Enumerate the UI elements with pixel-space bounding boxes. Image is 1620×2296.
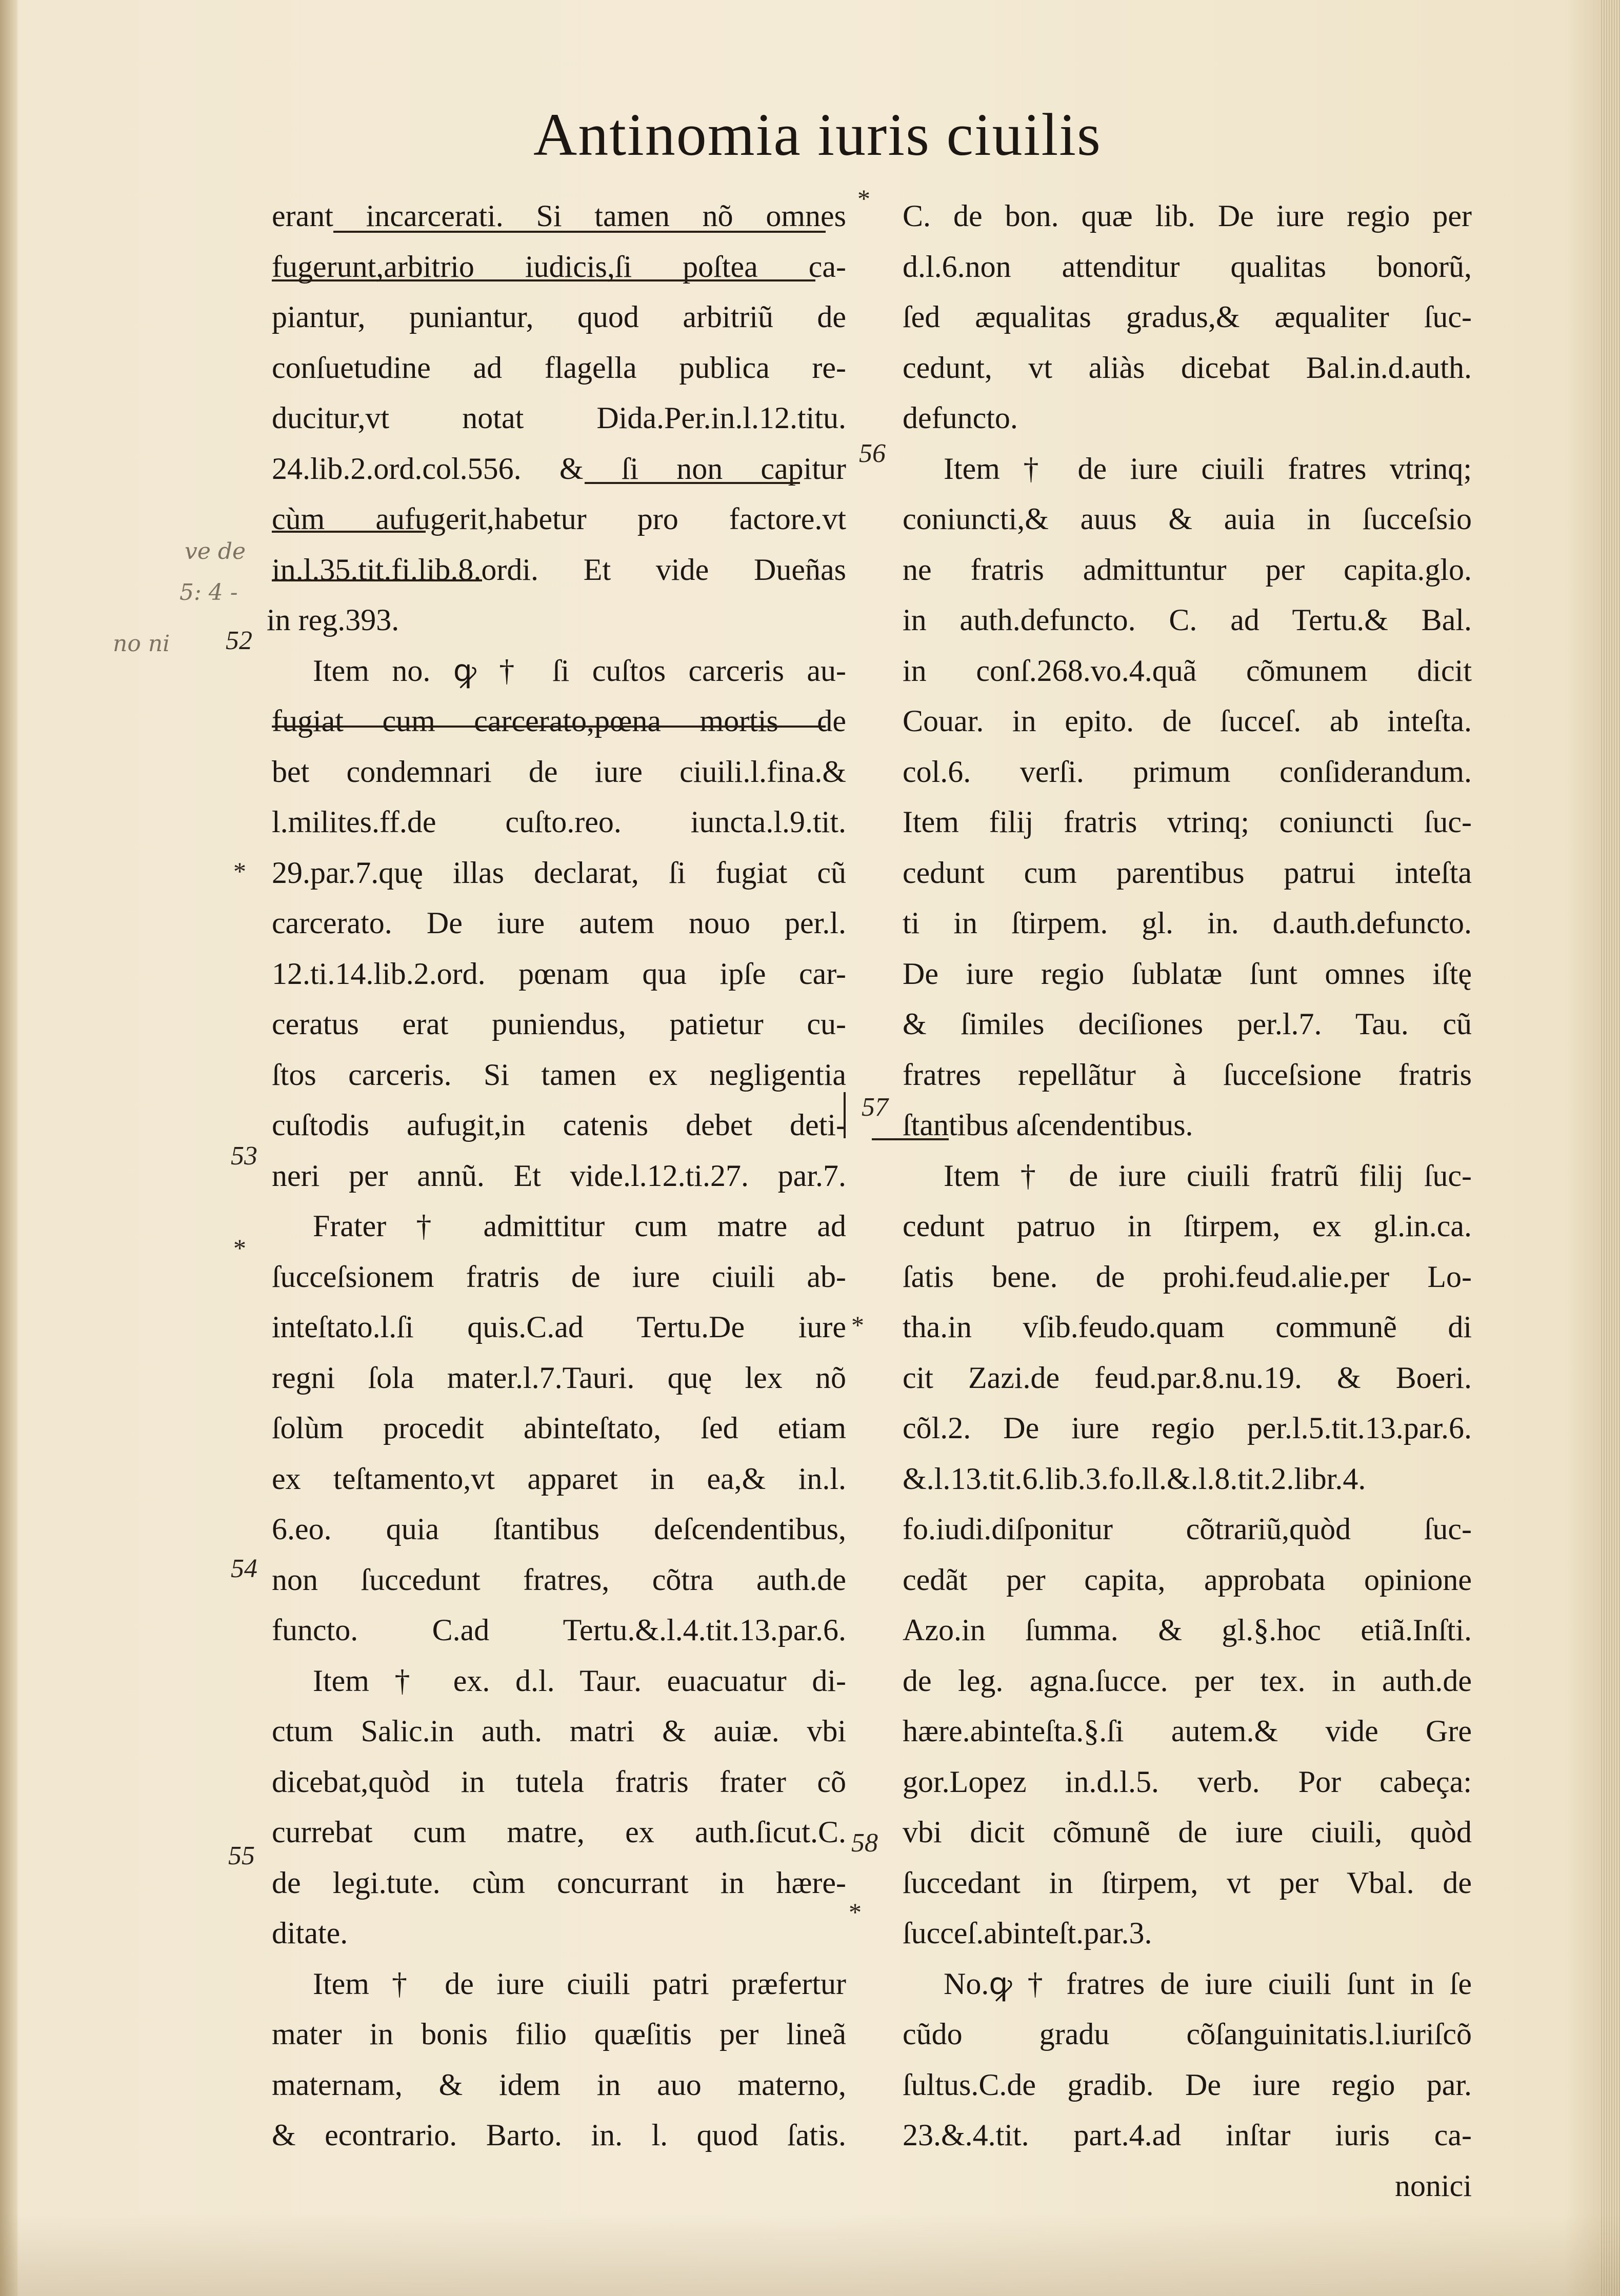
text-line: ducitur,vt notat Dida.Per.in.l.12.titu. (272, 401, 846, 435)
text-line: No.ꝙ † fratres de iure ciuili ſunt in ſe (944, 1966, 1472, 2001)
text-line: cedunt, vt aliàs dicebat Bal.in.d.auth. (903, 350, 1472, 385)
text-line: d.l.6.non attenditur qualitas bonorũ, (903, 249, 1472, 284)
text-line: regni ſola mater.l.7.Tauri. quę lex nõ (272, 1360, 846, 1395)
text-line: C. de bon. quæ lib. De iure regio per (903, 199, 1472, 233)
text-line: in reg.393. (267, 603, 399, 637)
text-line: ſatis bene. de prohi.feud.alie.per Lo- (903, 1259, 1472, 1294)
text-line: ſtantibus aſcendentibus. (903, 1108, 1193, 1142)
text-line: fo.iudi.diſponitur cõtrariũ,quòd ſuc- (903, 1512, 1472, 1546)
text-line: cedunt patruo in ſtirpem, ex gl.in.ca. (903, 1209, 1472, 1243)
ink-underline (272, 579, 482, 581)
text-line: cõl.2. De iure regio per.l.5.tit.13.par.6. (903, 1411, 1472, 1445)
text-line: ceratus erat puniendus, patietur cu- (272, 1007, 846, 1041)
text-line: ſolùm procedit abinteſtato, ſed etiam (272, 1411, 846, 1445)
text-line: in.l.35.tit.fi.lib.8.ordi. Et vide Dueñas (272, 552, 846, 587)
text-line: conſuetudine ad flagella publica re- (272, 350, 846, 385)
text-line: Item † de iure ciuili patri præfertur (313, 1966, 846, 2001)
text-line: ne fratris admittuntur per capita.glo. (903, 552, 1472, 587)
text-line: & econtrario. Barto. in. l. quod ſatis. (272, 2118, 846, 2152)
paragraph-number: 58 (851, 1828, 878, 1858)
text-line: cedunt cum parentibus patrui inteſta (903, 855, 1472, 890)
text-line: ditate. (272, 1916, 348, 1950)
text-line: ex teſtamento,vt apparet in ea,& in.l. (272, 1461, 846, 1496)
ink-underline (272, 726, 826, 728)
margin-asterisk: * (233, 857, 246, 885)
text-line: 29.par.7.quę illas declarat, ſi fugiat cũ (272, 855, 846, 890)
text-line: Item † ex. d.l. Taur. euacuatur di- (313, 1663, 846, 1698)
text-line: erant incarcerati. Si tamen nõ omnes (272, 199, 846, 233)
text-line: non ſuccedunt fratres, cõtra auth.de (272, 1562, 846, 1597)
text-line: col.6. verſi. primum conſiderandum. (903, 754, 1472, 789)
text-line: vbi dicit cõmunẽ de iure ciuili, quòd (903, 1815, 1472, 1849)
text-line: & ſimiles deciſiones per.l.7. Tau. cũ (903, 1007, 1472, 1041)
text-line: Azo.in ſumma. & gl.§.hoc etiã.Inſti. (903, 1613, 1472, 1647)
text-line: de legi.tute. cùm concurrant in hære- (272, 1865, 846, 1900)
text-line: in auth.defuncto. C. ad Tertu.& Bal. (903, 603, 1472, 637)
handwritten-note: no ni (113, 631, 170, 657)
margin-asterisk: * (849, 1898, 862, 1926)
ink-underline (585, 482, 800, 484)
text-line: ti in ſtirpem. gl. in. d.auth.defuncto. (903, 906, 1472, 940)
text-line: dicebat,quòd in tutela fratris frater cõ (272, 1764, 846, 1799)
text-line: inteſtato.l.ſi quis.C.ad Tertu.De iure (272, 1310, 846, 1344)
text-line: defuncto. (903, 401, 1018, 435)
text-line: ſultus.C.de gradib. De iure regio par. (903, 2067, 1472, 2102)
text-line: mater in bonis filio quæſitis per lineã (272, 2017, 846, 2051)
text-line: Item filij fratris vtrinq; coniuncti ſuc- (903, 805, 1472, 839)
paragraph-number: 57 (862, 1093, 888, 1122)
text-line: cedãt per capita, approbata opinione (903, 1562, 1472, 1597)
paragraph-number: 53 (231, 1141, 257, 1171)
ink-bracket (844, 1092, 846, 1138)
text-line: Item no. ꝙ † ſi cuſtos carceris au- (313, 653, 846, 688)
text-line: gor.Lopez in.d.l.5. verb. Por cabeça: (903, 1764, 1472, 1799)
text-line: De iure regio ſublatæ ſunt omnes iſtę (903, 956, 1472, 991)
text-line: &.l.13.tit.6.lib.3.fo.ll.&.l.8.tit.2.libr.4. (903, 1461, 1366, 1496)
text-line: tha.in vſib.feudo.quam communẽ di (903, 1310, 1472, 1344)
text-line: fratres repellãtur à ſucceſsione fratris (903, 1057, 1472, 1092)
text-line: carcerato. De iure autem nouo per.l. (272, 906, 846, 940)
handwritten-note: ve de (185, 538, 246, 565)
text-line: Item † de iure ciuili fratrũ filij ſuc- (944, 1158, 1472, 1193)
text-line: cũdo gradu cõſanguinitatis.l.iuriſcõ (903, 2017, 1472, 2051)
text-line: maternam, & idem in auo materno, (272, 2067, 846, 2102)
paragraph-number: 54 (231, 1554, 257, 1583)
paragraph-number: 55 (228, 1841, 255, 1870)
text-line: l.milites.ff.de cuſto.reo. iuncta.l.9.tit. (272, 805, 846, 839)
text-line: ctum Salic.in auth. matri & auiæ. vbi (272, 1714, 846, 1748)
text-line: hære.abinteſta.§.ſi autem.& vide Gre (903, 1714, 1472, 1748)
text-line: ſed æqualitas gradus,& æqualiter ſuc- (903, 300, 1472, 334)
ink-underline (333, 231, 826, 233)
text-line: bet condemnari de iure ciuili.l.fina.& (272, 754, 846, 789)
text-line: de leg. agna.ſucce. per tex. in auth.de (903, 1663, 1472, 1698)
handwritten-note: 5: 4 - (179, 579, 238, 606)
ink-underline (272, 531, 426, 533)
text-line: 12.ti.14.lib.2.ord. pœnam qua ipſe car- (272, 956, 846, 991)
text-line: fugiat cum carcerato,pœna mortis de (272, 704, 846, 738)
text-line: ſucceſsionem fratris de iure ciuili ab- (272, 1259, 846, 1294)
text-line: Couar. in epito. de ſucceſ. ab inteſta. (903, 704, 1472, 738)
paragraph-number: 52 (226, 626, 252, 655)
text-line: Item † de iure ciuili fratres vtrinq; (944, 451, 1472, 486)
text-line: cuſtodis aufugit,in catenis debet deti- (272, 1108, 846, 1142)
text-line: piantur, puniantur, quod arbitriũ de (272, 300, 846, 334)
text-line: coniuncti,& auus & auia in ſucceſsio (903, 502, 1472, 536)
text-line: currebat cum matre, ex auth.ſicut.C. (272, 1815, 846, 1849)
text-line: ſucceſ.abinteſt.par.3. (903, 1916, 1152, 1950)
paragraph-number: 56 (859, 439, 886, 468)
text-line: neri per annũ. Et vide.l.12.ti.27. par.7. (272, 1158, 846, 1193)
right-column (903, 191, 1472, 2211)
page-shadow (0, 2214, 1620, 2296)
left-column (267, 191, 846, 2161)
text-line: ſuccedant in ſtirpem, vt per Vbal. de (903, 1865, 1472, 1900)
page-edges (1599, 0, 1620, 2296)
margin-asterisk: * (857, 184, 870, 213)
catchword: nonici (1395, 2168, 1472, 2203)
running-header: Antinomia iuris ciuilis (533, 101, 1102, 168)
margin-asterisk: * (233, 1234, 246, 1262)
text-line: fugerunt,arbitrio iudicis,ſi poſtea ca- (272, 249, 846, 284)
text-line: 24.lib.2.ord.col.556. & ſi non capitur (272, 451, 846, 486)
ink-underline (872, 1138, 949, 1140)
text-line: 23.&.4.tit. part.4.ad inſtar iuris ca- (903, 2118, 1472, 2152)
margin-asterisk: * (851, 1311, 864, 1339)
text-line: ſtos carceris. Si tamen ex negligentia (272, 1057, 846, 1092)
text-line: cit Zazi.de feud.par.8.nu.19. & Boeri. (903, 1360, 1472, 1395)
text-line: cùm aufugerit,habetur pro factore.vt (272, 502, 846, 536)
text-line: in conſ.268.vo.4.quã cõmunem dicit (903, 653, 1472, 688)
text-line: functo. C.ad Tertu.&.l.4.tit.13.par.6. (272, 1613, 846, 1647)
text-line: 6.eo. quia ſtantibus deſcendentibus, (272, 1512, 846, 1546)
text-line: Frater † admittitur cum matre ad (313, 1209, 846, 1243)
book-spine (0, 0, 17, 2296)
ink-underline (272, 279, 815, 281)
